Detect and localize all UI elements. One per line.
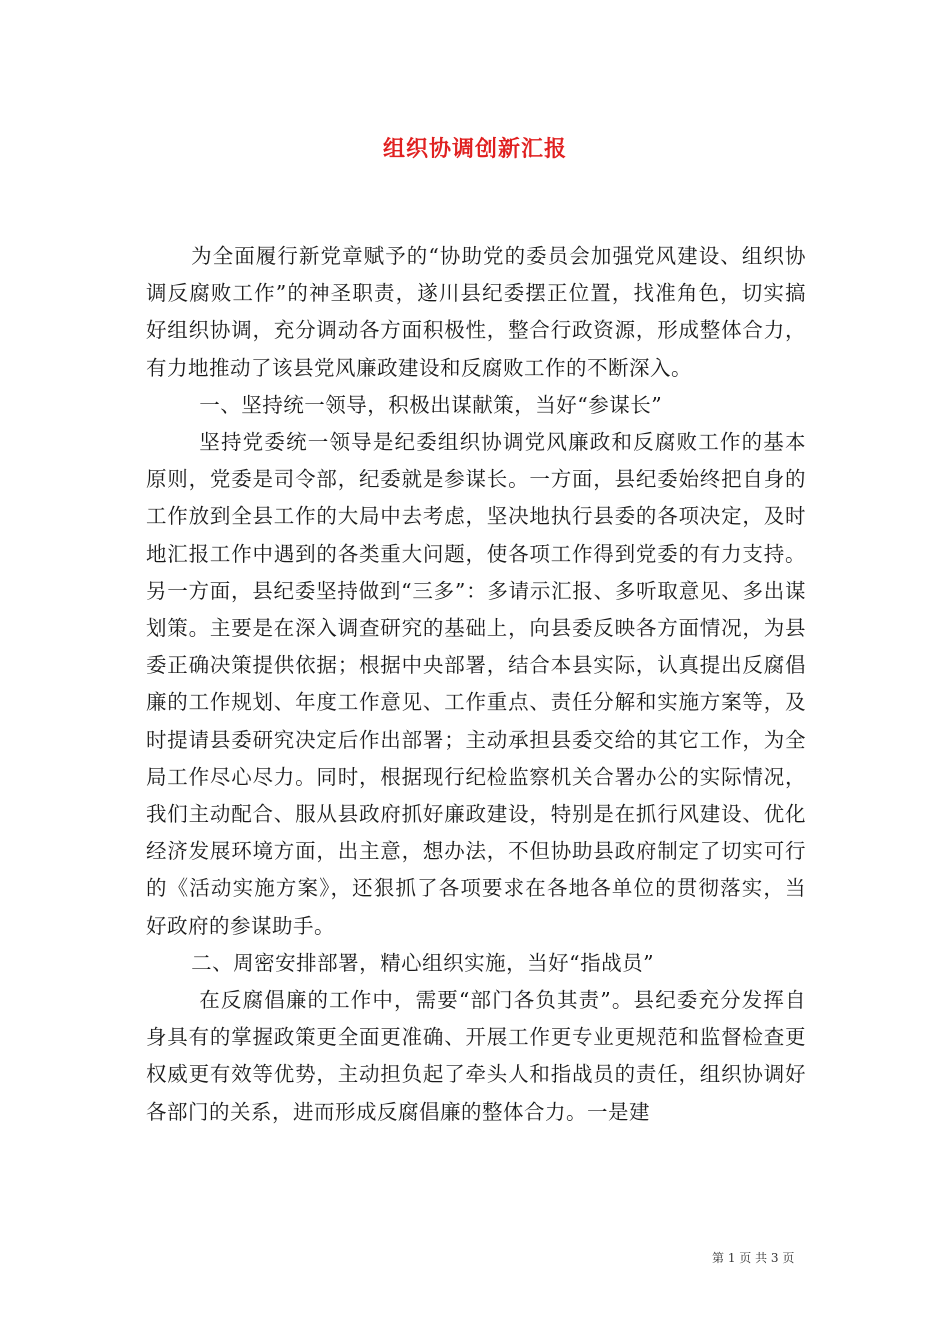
document-body [146,238,806,1131]
page-number: 第 1 页 共 3 页 [712,1251,795,1265]
document-title: 组织协调创新汇报 [382,136,567,162]
paragraph-section-2: 在反腐倡廉的工作中，需要“部门各负其责”。县纪委充分发挥自身具有的掌握政策更全面更准确、开展工作更专业更规范和监督检查更权威更有效等优势，主动担负起了牵头人和指战员的责任，组织协调好各部门的关系，进而形成反腐倡廉的整体合力。一是建 [146,988,806,1124]
section-heading-2: 二、周密安排部署，精心组织实施，当好“指战员” [191,950,655,975]
paragraph-intro: 为全面履行新党章赋予的“协助党的委员会加强党风建设、组织协调反腐败工作”的神圣职责，遂川县纪委摆正位置，找准角色，切实搞好组织协调，充分调动各方面积极性，整合行政资源，形成整体合力，有力地推动了该县党风廉政建设和反腐败工作的不断深入。 [146,244,806,380]
section-heading-1: 一、坚持统一领导，积极出谋献策，当好“参谋长” [199,392,663,417]
paragraph-section-1: 坚持党委统一领导是纪委组织协调党风廉政和反腐败工作的基本原则，党委是司令部，纪委就是参谋长。一方面，县纪委始终把自身的工作放到全县工作的大局中去考虑，坚决地执行县委的各项决定，及时地汇报工作中遇到的各类重大问题，使各项工作得到党委的有力支持。另一方面，县纪委坚持做到“三多”：多请示汇报、多听取意见、多出谋划策。主要是在深入调查研究的基础上，向县委反映各方面情况，为县委正确决策提供依据；根据中央部署，结合本县实际，认真提出反腐倡廉的工作规划、年度工作意见、工作重点、责任分解和实施方案等，及时提请县委研究决定后作出部署；主动承担县委交给的其它工作，为全局工作尽心尽力。同时，根据现行纪检监察机关合署办公的实际情况，我们主动配合、服从县政府抓好廉政建设，特别是在抓行风建设、优化经济发展环境方面，出主意，想办法，不但协助县政府制定了切实可行的《活动实施方案》，还狠抓了各项要求在各地各单位的贯彻落实，当好政府的参谋助手。 [146,430,806,938]
